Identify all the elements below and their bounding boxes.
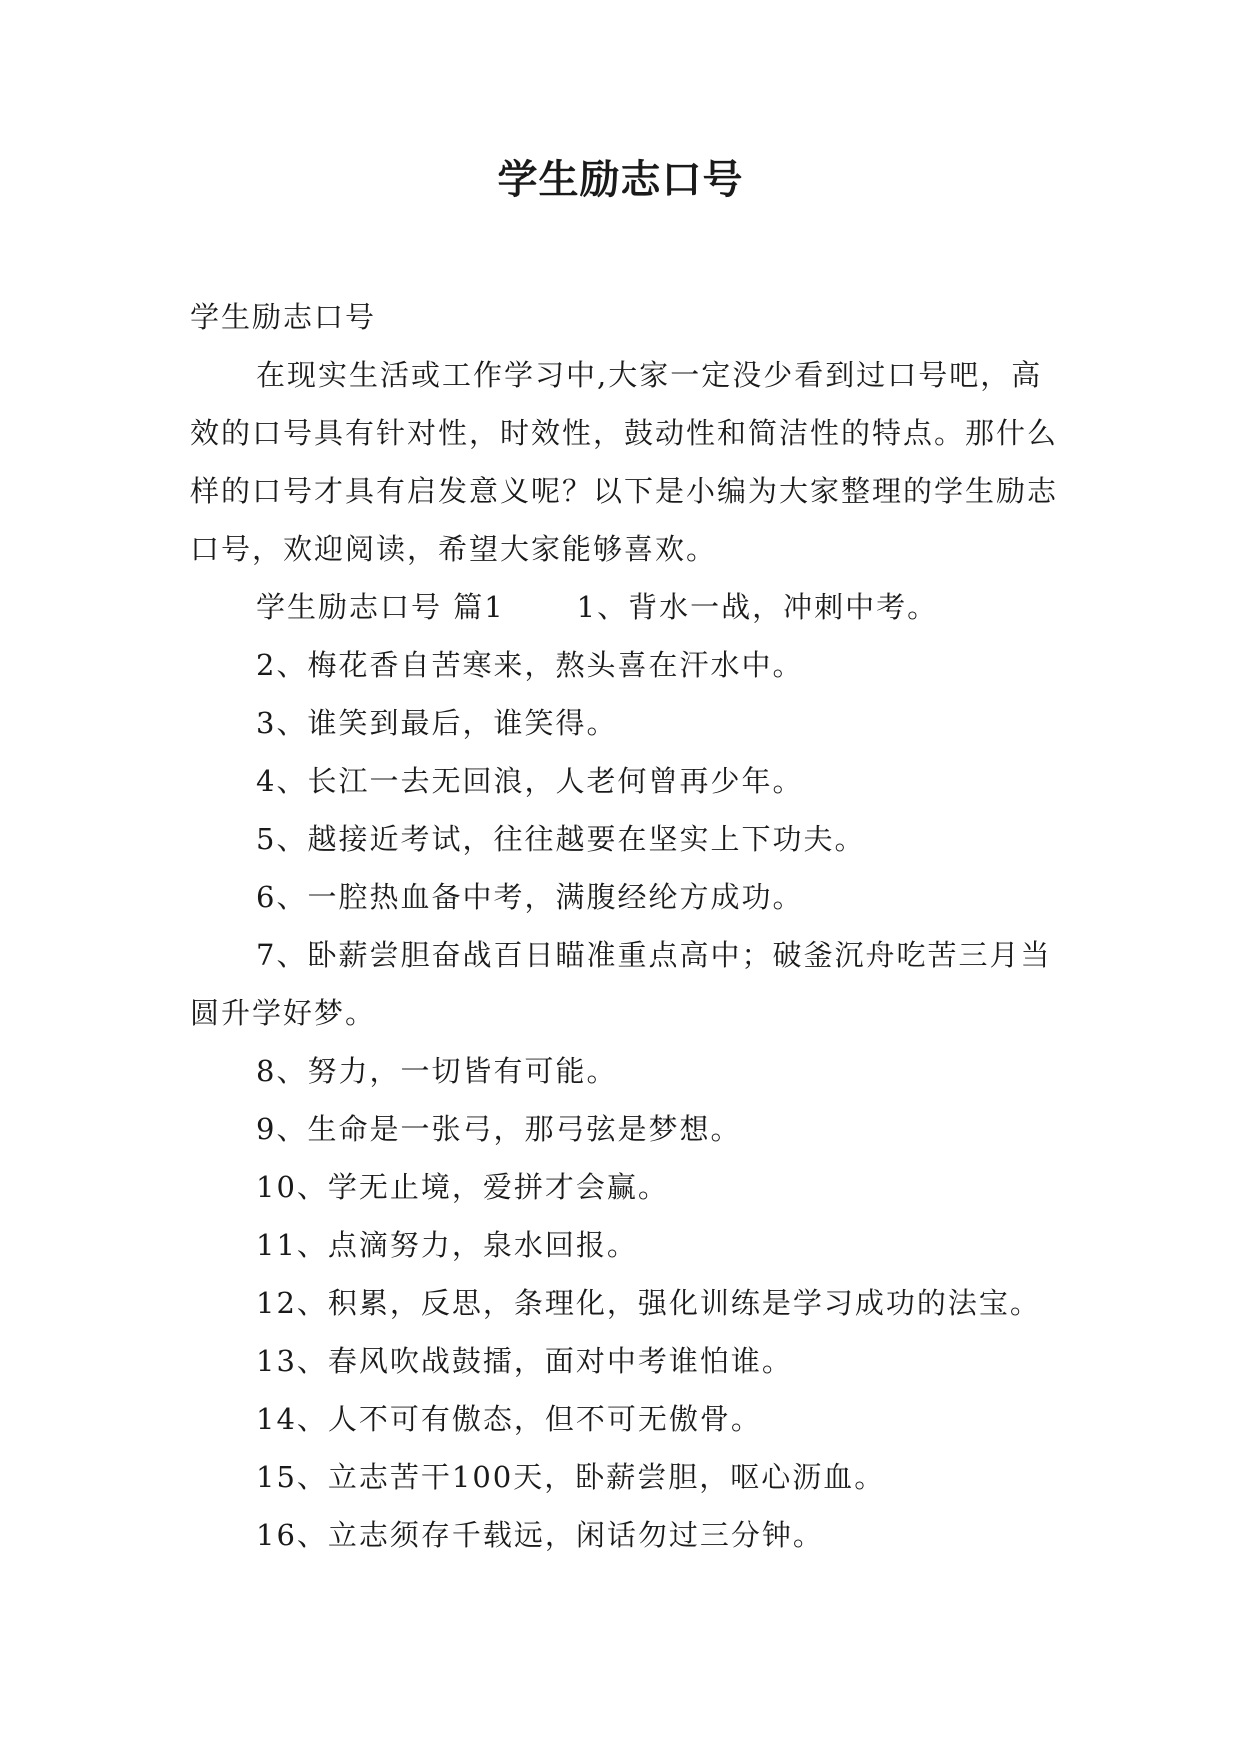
section-label: 学生励志口号 篇1 [256,590,505,624]
slogan-item: 3、谁笑到最后，谁笑得。 [256,706,618,740]
intro-paragraph: 在现实生活或工作学习中,大家一定没少看到过口号吧，高效的口号具有针对性，时效性，鼓动性和简洁性的特点。那什么样的口号才具有启发意义呢？以下是小编为大家整理的学生励志口号，欢迎阅读，希望大家能够喜欢。 [190,358,1059,566]
slogan-item: 10、学无止境，爱拼才会赢。 [256,1170,669,1204]
document-title: 学生励志口号 [497,157,744,203]
slogan-item: 12、积累，反思，条理化，强化训练是学习成功的法宝。 [256,1286,1041,1320]
slogan-item: 2、梅花香自苦寒来，熬头喜在汗水中。 [256,648,804,682]
section-first-line [190,578,1070,636]
slogan-item: 11、点滴努力，泉水回报。 [256,1228,638,1262]
slogan-item: 8、努力，一切皆有可能。 [256,1054,618,1088]
heading-line: 学生励志口号 [190,300,377,334]
slogan-item: 1、背水一战，冲刺中考。 [576,590,939,624]
slogan-item: 16、立志须存千载远，闲话勿过三分钟。 [256,1518,824,1552]
slogan-item: 13、春风吹战鼓擂，面对中考谁怕谁。 [256,1344,793,1378]
slogan-item: 5、越接近考试，往往越要在坚实上下功夫。 [256,822,866,856]
slogan-item: 6、一腔热血备中考，满腹经纶方成功。 [256,880,804,914]
slogan-item: 15、立志苦干100天，卧薪尝胆，呕心沥血。 [256,1460,886,1494]
slogan-item: 14、人不可有傲态，但不可无傲骨。 [256,1402,762,1436]
slogan-item: 4、长江一去无回浪，人老何曾再少年。 [256,764,804,798]
document-body [190,288,1070,1564]
slogan-item: 9、生命是一张弓，那弓弦是梦想。 [256,1112,742,1146]
slogan-item: 7、卧薪尝胆奋战百日瞄准重点高中；破釜沉舟吃苦三月当圆升学好梦。 [190,938,1052,1030]
